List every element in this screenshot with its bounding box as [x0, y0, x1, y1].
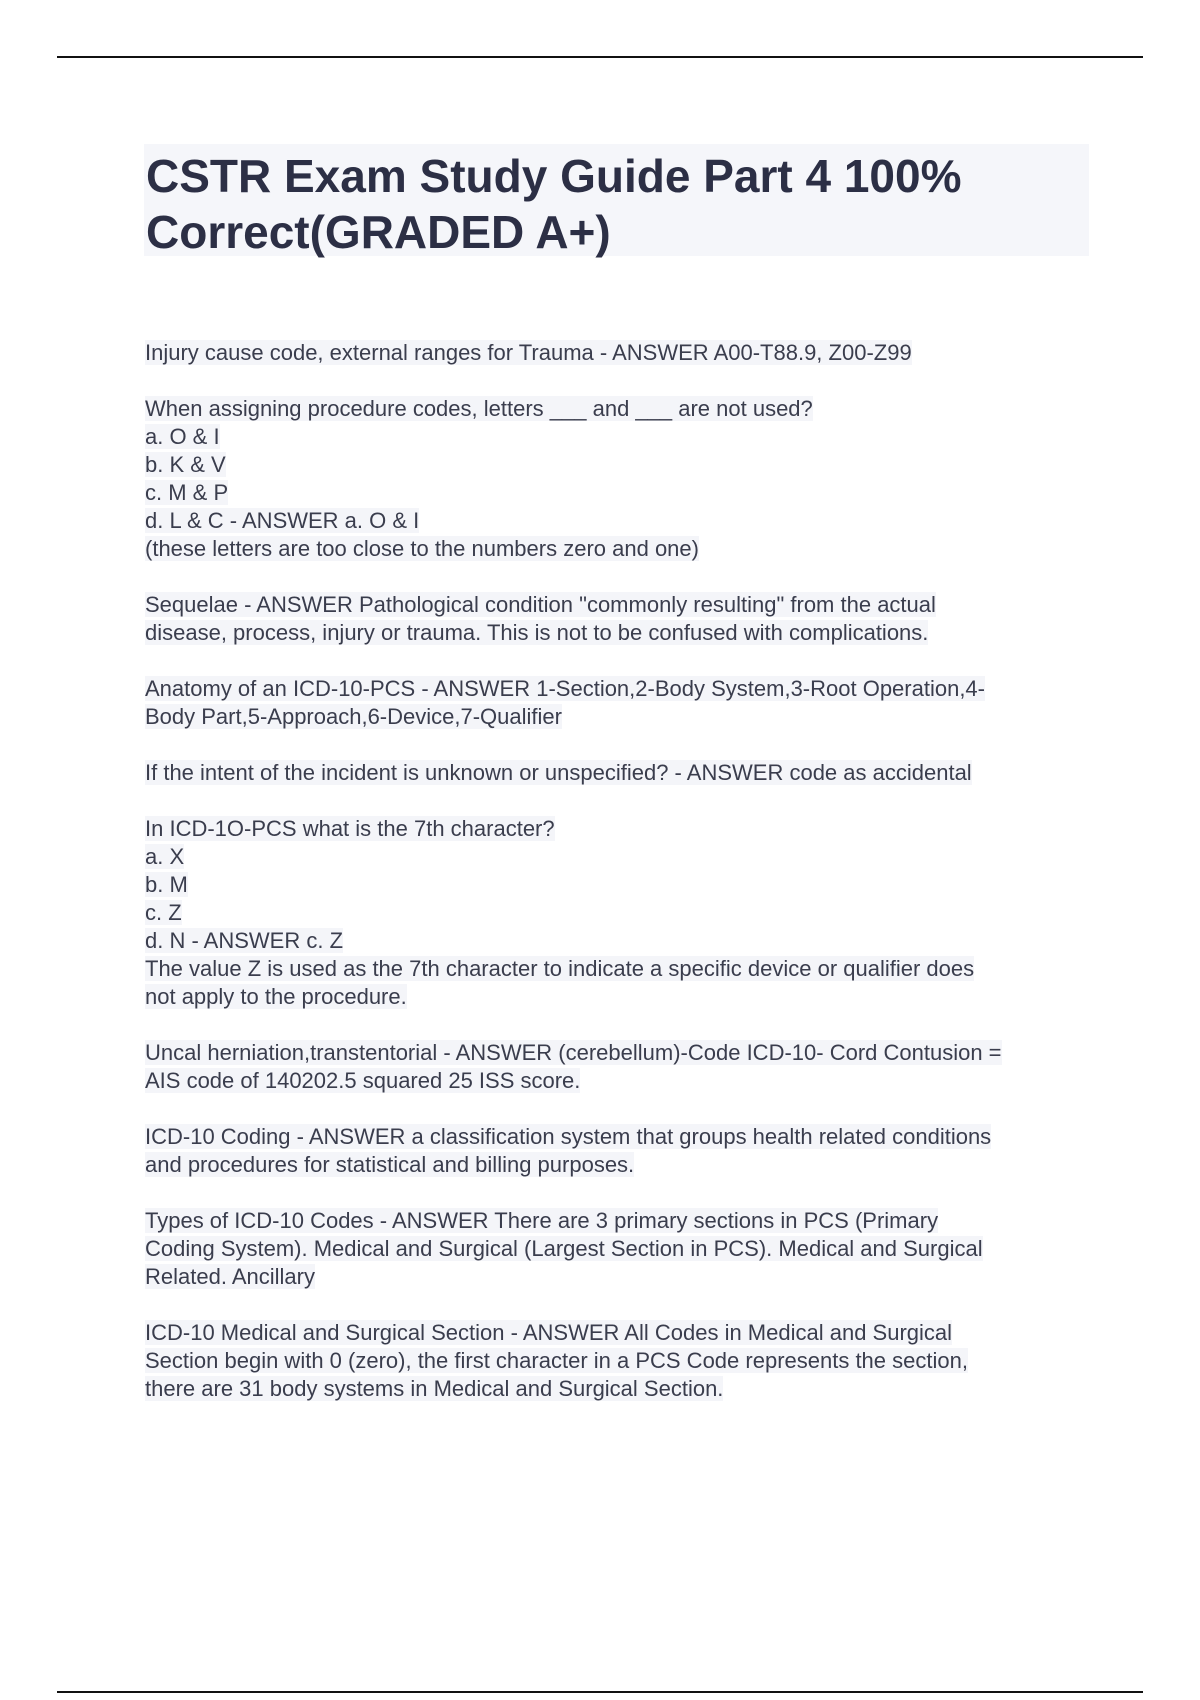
qa-line	[145, 675, 1095, 703]
qa-line	[145, 1375, 1095, 1403]
qa-line-text: and procedures for statistical and billing purposes.	[145, 1152, 635, 1177]
qa-line	[145, 1263, 1095, 1291]
qa-entry	[145, 1039, 1095, 1095]
qa-line-text: Injury cause code, external ranges for Trauma - ANSWER A00-T88.9, Z00-Z99	[145, 340, 912, 365]
qa-entry	[145, 1319, 1095, 1403]
qa-line-text: d. L & C - ANSWER a. O & I	[145, 508, 420, 533]
qa-line	[145, 395, 1095, 423]
qa-line-text: (these letters are too close to the numbers zero and one)	[145, 536, 699, 561]
qa-line	[145, 451, 1095, 479]
qa-line-text: b. K & V	[145, 452, 226, 477]
qa-line-text: Anatomy of an ICD-10-PCS - ANSWER 1-Section,2-Body System,3-Root Operation,4-	[145, 676, 985, 701]
qa-line-text: Uncal herniation,transtentorial - ANSWER (cerebellum)-Code ICD-10- Cord Contusion =	[145, 1040, 1002, 1065]
qa-entry	[145, 759, 1095, 787]
qa-line	[145, 815, 1095, 843]
qa-line	[145, 871, 1095, 899]
qa-line	[145, 983, 1095, 1011]
qa-line-text: In ICD-1O-PCS what is the 7th character?	[145, 816, 555, 841]
qa-line-text: not apply to the procedure.	[145, 984, 407, 1009]
qa-line-text: Sequelae - ANSWER Pathological condition "commonly resulting" from the actual	[145, 592, 936, 617]
qa-line-text: ICD-10 Medical and Surgical Section - ANSWER All Codes in Medical and Surgical	[145, 1320, 953, 1345]
qa-line	[145, 339, 1095, 367]
qa-line	[145, 1151, 1095, 1179]
qa-line	[145, 507, 1095, 535]
qa-line	[145, 843, 1095, 871]
qa-line-text: AIS code of 140202.5 squared 25 ISS score.	[145, 1068, 581, 1093]
qa-line	[145, 927, 1095, 955]
bottom-rule	[57, 1691, 1143, 1693]
qa-entry	[145, 815, 1095, 1011]
qa-entry	[145, 395, 1095, 563]
qa-line-text: Section begin with 0 (zero), the first character in a PCS Code represents the section,	[145, 1348, 968, 1373]
page-title	[144, 144, 1089, 260]
qa-line-text: The value Z is used as the 7th character to indicate a specific device or qualifier does	[145, 956, 975, 981]
qa-entry	[145, 591, 1095, 647]
qa-entry	[145, 675, 1095, 731]
qa-line	[145, 479, 1095, 507]
qa-line-text: c. Z	[145, 900, 182, 925]
qa-line-text: Coding System). Medical and Surgical (Largest Section in PCS). Medical and Surgical	[145, 1236, 983, 1261]
qa-list	[145, 339, 1095, 1431]
qa-line	[145, 1319, 1095, 1347]
qa-line	[145, 1235, 1095, 1263]
qa-line-text: Types of ICD-10 Codes - ANSWER There are 3 primary sections in PCS (Primary	[145, 1208, 939, 1233]
qa-line	[145, 759, 1095, 787]
qa-line	[145, 899, 1095, 927]
qa-entry	[145, 339, 1095, 367]
qa-line	[145, 703, 1095, 731]
qa-line-text: d. N - ANSWER c. Z	[145, 928, 344, 953]
qa-line	[145, 955, 1095, 983]
qa-line-text: c. M & P	[145, 480, 229, 505]
title-line-1: CSTR Exam Study Guide Part 4 100%	[146, 150, 962, 202]
qa-line	[145, 535, 1095, 563]
qa-line-text: When assigning procedure codes, letters ___ and ___ are not used?	[145, 396, 813, 421]
qa-line-text: a. X	[145, 844, 185, 869]
qa-line-text: b. M	[145, 872, 188, 897]
qa-line-text: Related. Ancillary	[145, 1264, 315, 1289]
title-block	[144, 144, 1089, 256]
qa-line-text: a. O & I	[145, 424, 220, 449]
qa-line-text: Body Part,5-Approach,6-Device,7-Qualifier	[145, 704, 562, 729]
qa-line	[145, 1067, 1095, 1095]
qa-entry	[145, 1207, 1095, 1291]
title-line-2: Correct(GRADED A+)	[146, 206, 611, 258]
qa-line	[145, 1123, 1095, 1151]
qa-entry	[145, 1123, 1095, 1179]
top-rule	[57, 56, 1143, 58]
qa-line	[145, 423, 1095, 451]
qa-line-text: If the intent of the incident is unknown or unspecified? - ANSWER code as accidental	[145, 760, 972, 785]
qa-line-text: disease, process, injury or trauma. This is not to be confused with complications.	[145, 620, 929, 645]
qa-line	[145, 1207, 1095, 1235]
qa-line-text: ICD-10 Coding - ANSWER a classification system that groups health related conditions	[145, 1124, 992, 1149]
qa-line	[145, 619, 1095, 647]
qa-line	[145, 591, 1095, 619]
qa-line-text: there are 31 body systems in Medical and Surgical Section.	[145, 1376, 724, 1401]
qa-line	[145, 1347, 1095, 1375]
qa-line	[145, 1039, 1095, 1067]
